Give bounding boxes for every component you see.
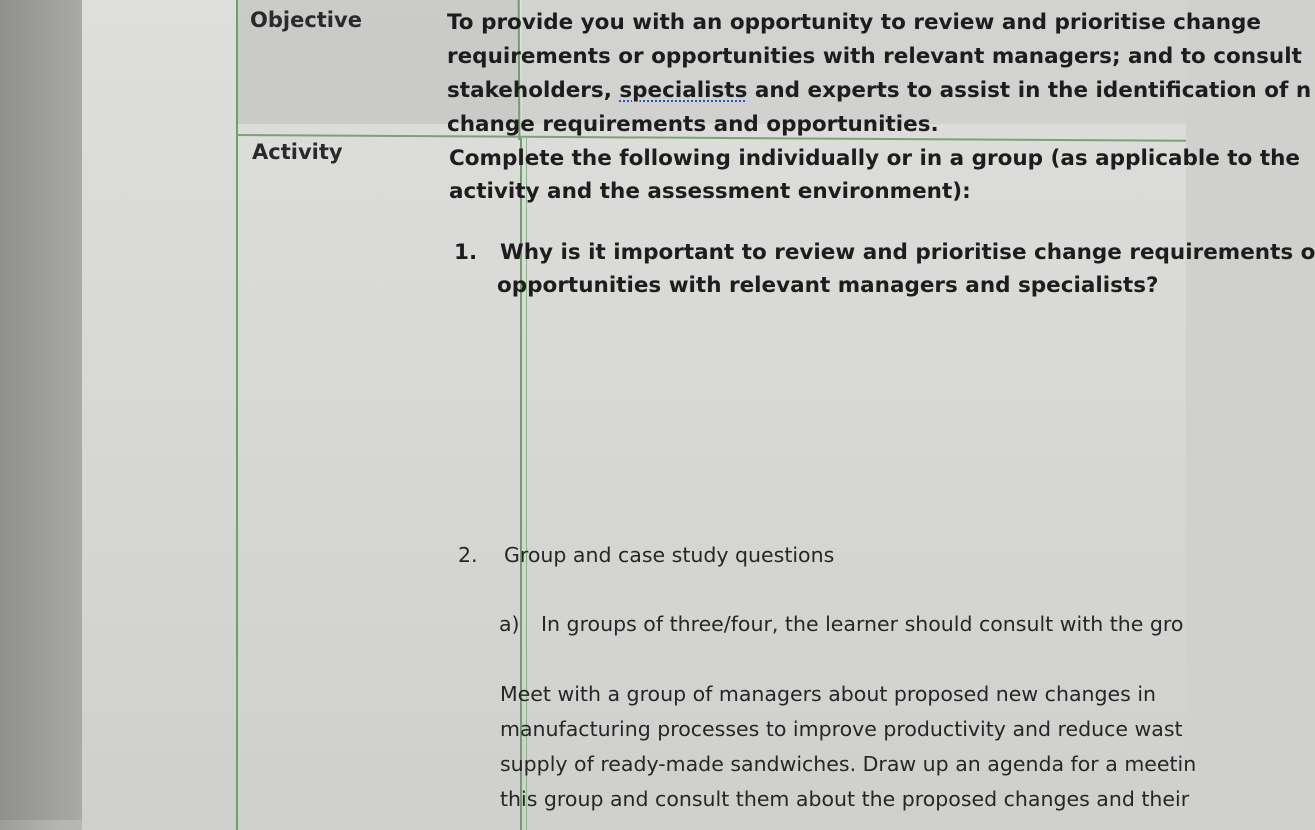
case-study-line-2: manufacturing processes to improve productivity and reduce wast xyxy=(500,717,1183,741)
sub-question-a-letter: a) xyxy=(499,612,520,636)
assessment-table xyxy=(82,0,1315,830)
question-2-title: Group and case study questions xyxy=(504,543,835,567)
question-2-number: 2. xyxy=(458,543,478,567)
objective-line-1: To provide you with an opportunity to review and prioritise change xyxy=(447,10,1261,35)
left-margin xyxy=(0,0,82,820)
objective-line-4: change requirements and opportunities. xyxy=(447,112,939,137)
spellcheck-word[interactable]: specialists xyxy=(619,78,748,103)
objective-label: Objective xyxy=(250,8,362,32)
objective-line-3-end: and experts to assist in the identification of n xyxy=(747,78,1312,103)
objective-line-3-start: stakeholders, xyxy=(447,78,620,103)
objective-line-3 xyxy=(447,74,1311,107)
question-1-line-1 xyxy=(454,236,1315,269)
question-1-number: 1. xyxy=(454,240,478,265)
activity-intro-line-2: activity and the assessment environment): xyxy=(449,179,971,204)
question-1-text: Why is it important to review and prioritise change requirements o xyxy=(500,240,1315,265)
objective-line-2: requirements or opportunities with relevant managers; and to consult xyxy=(447,44,1302,69)
table-left-border xyxy=(236,0,238,830)
activity-label: Activity xyxy=(252,140,343,164)
question-2-line xyxy=(458,538,834,573)
case-study-line-1: Meet with a group of managers about proposed new changes in xyxy=(500,682,1157,706)
sub-question-a-line xyxy=(499,607,1183,642)
document-page xyxy=(82,0,1315,830)
case-study-line-4: this group and consult them about the proposed changes and their xyxy=(500,787,1190,811)
activity-intro-line-1: Complete the following individually or in a group (as applicable to the xyxy=(449,146,1300,171)
case-study-line-3: supply of ready-made sandwiches. Draw up an agenda for a meetin xyxy=(500,752,1197,776)
sub-question-a-text: In groups of three/four, the learner should consult with the gro xyxy=(541,612,1184,636)
question-1-line-2: opportunities with relevant managers and specialists? xyxy=(497,273,1159,298)
